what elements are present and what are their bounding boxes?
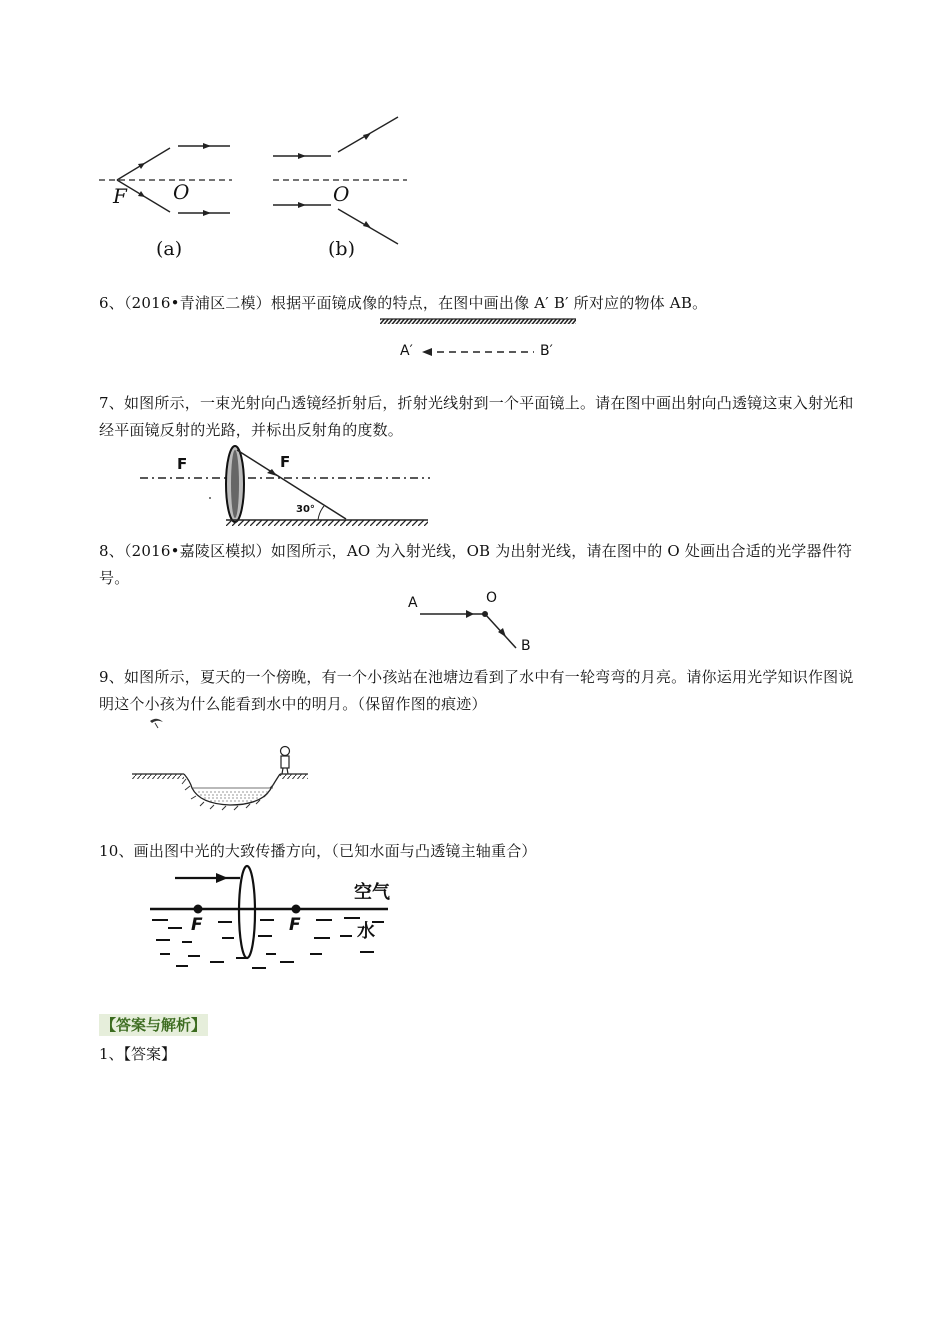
answer-1-label: 1、【答案】 [99,1045,177,1063]
question-9-text: 9、如图所示，夏天的一个傍晚，有一个小孩站在池塘边看到了水中有一轮弯弯的月亮。请你运用光学知识作图说明这个小孩为什么能看到水中的明月。（保留作图的痕迹） [99,668,854,713]
center-label-o-b: O [333,182,350,206]
center-label-o-a: O [173,180,190,204]
image-point-a-prime: A′ [400,343,413,359]
air-label: 空气 [354,882,390,903]
figure-q7-lens-and-mirror [136,436,436,531]
point-label-b: B [521,638,531,654]
focus-label-f-left: F [177,455,188,473]
question-8-text: 8、（2016•嘉陵区模拟）如图所示，AO 为入射光线，OB 为出射光线，请在图中的 O 处画出合适的光学器件符号。 [99,542,853,587]
question-10-text: 10、画出图中光的大致传播方向，（已知水面与凸透镜主轴重合） [99,842,537,860]
figure-label-b: (b) [328,238,355,260]
question-7-text: 7、如图所示，一束光射向凸透镜经折射后，折射光线射到一个平面镜上。请在图中画出射向凸透镜这束入射光和经平面镜反射的光路，并标出反射角的度数。 [99,394,854,439]
focus-label-f-left: F [191,915,203,935]
image-point-b-prime: B′ [540,343,553,359]
figure-q5-lens-rays [95,110,415,270]
focus-label-f-right: F [280,453,291,471]
figure-q10-lens-water-surface [148,862,408,970]
water-label: 水 [357,921,375,942]
figure-q9-pond-child-moon [130,716,310,816]
figure-q8-ray-ao-ob [406,590,536,656]
point-label-o: O [486,590,498,606]
focus-label-f-right: F [289,915,301,935]
answer-section-title: 【答案与解析】 [101,1016,207,1034]
focus-label-f: F [113,184,127,208]
question-6-text: 6、（2016•青浦区二模）根据平面镜成像的特点，在图中画出像 A′ B′ 所对应的物体 AB。 [99,294,708,312]
figure-q6-plane-mirror [378,316,578,366]
point-label-a: A [408,595,418,611]
figure-label-a: (a) [156,238,183,260]
angle-label: 30° [296,504,315,515]
